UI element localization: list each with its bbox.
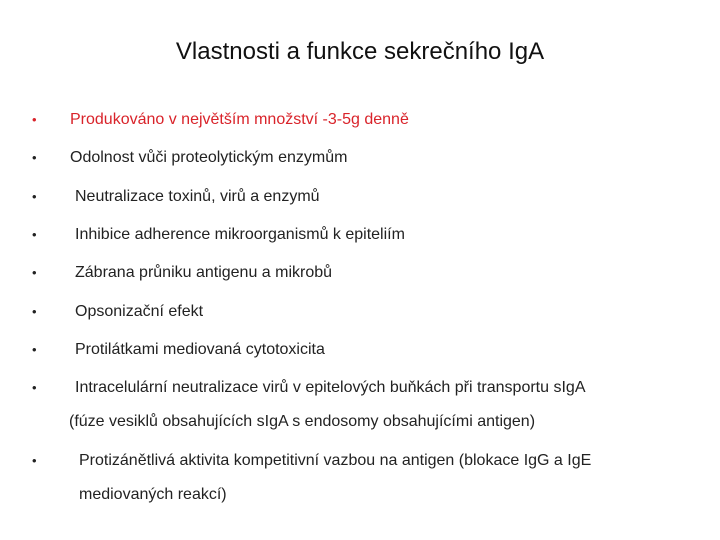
bullet-text: Opsonizační efekt [75,303,204,320]
bullet-dot: • [32,150,37,165]
slide-title: Vlastnosti a funkce sekrečního IgA [175,38,545,65]
bullet-dot: • [32,112,37,127]
bullet-text: Protilátkami mediovaná cytotoxicita [75,341,325,358]
bullet-dot: • [32,265,37,280]
bullet-dot: • [32,380,37,395]
bullet-text: Produkováno v největším množství -3-5g denně [70,111,409,128]
bullet-text: Odolnost vůči proteolytickým enzymům [70,149,348,166]
bullet-text: Zábrana průniku antigenu a mikrobů [75,264,333,281]
bullet-text: Neutralizace toxinů, virů a enzymů [75,188,320,205]
bullet-text: Inhibice adherence mikroorganismů k epiteliím [75,226,405,243]
bullet-text: Intracelulární neutralizace virů v epitelových buňkách při transportu sIgA [75,379,586,396]
bullet-continuation: mediovaných reakcí) [79,486,227,503]
bullet-dot: • [32,453,37,468]
bullet-continuation: (fúze vesiklů obsahujících sIgA s endosomy obsahujícími antigen) [69,413,536,430]
bullet-dot: • [32,227,37,242]
bullet-dot: • [32,189,37,204]
bullet-dot: • [32,342,37,357]
bullet-dot: • [32,304,37,319]
bullet-text: Protizánětlivá aktivita kompetitivní vazbou na antigen (blokace IgG a IgE [79,452,592,469]
